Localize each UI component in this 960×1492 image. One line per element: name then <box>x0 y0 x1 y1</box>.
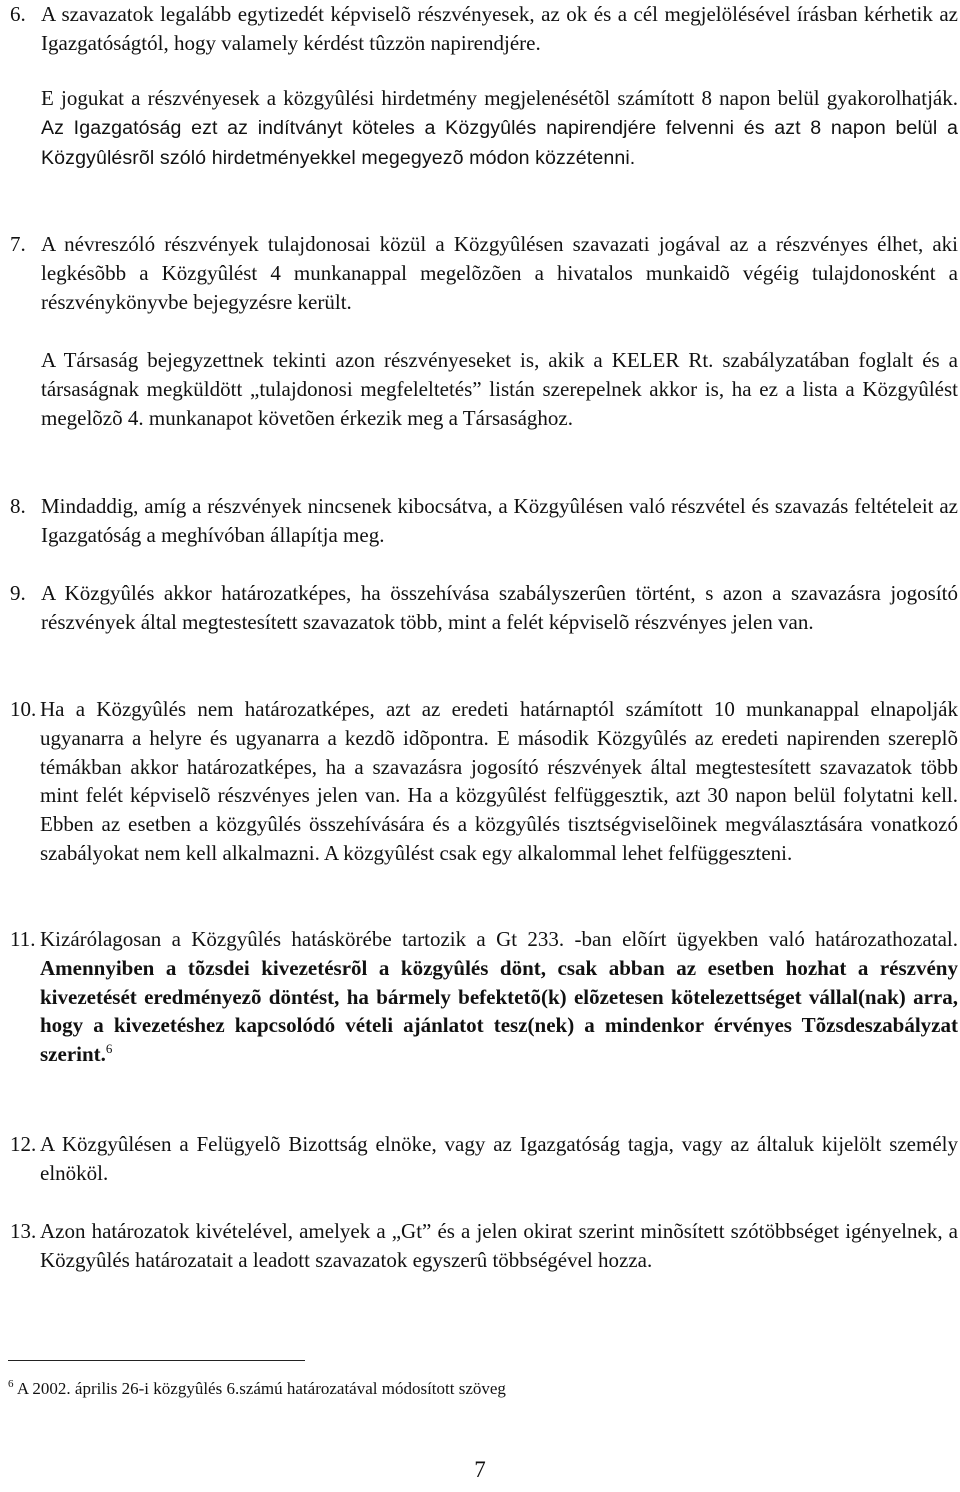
paragraph-text-block <box>40 925 958 1069</box>
paragraph-text: Ha a Közgyûlés nem határozatképes, azt az eredeti határnaptól számított 10 munkanappal elnapolják ugyanarra a helyre és ugyanarra a kezdõ idõpontra. E második Közgyûlés az eredeti napirenden szereplõ témákban akkor határozatképes, ha a szavazásra jogosító részvények által megtestesített szavazatok több mint felét képviselõ részvényes jelen van. Ha a közgyûlést felfüggesztik, azt 30 napon belül folytatni kell. Ebben az esetben a közgyûlés összehívására és a közgyûlés tisztségviselõinek megválasztására vonatkozó szabályokat nem kell alkalmazni. A közgyûlést csak egy alkalommal lehet felfüggeszteni. <box>40 697 958 865</box>
paragraph-10 <box>10 695 958 868</box>
paragraph-text: Mindaddig, amíg a részvények nincsenek kibocsátva, a Közgyûlésen való részvétel és szavazás feltételeit az Igazgatóság a meghívóban állapítja meg. <box>41 494 958 547</box>
paragraph-text: A szavazatok legalább egytizedét képviselõ részvényesek, az ok és a cél megjelölésével írásban kérhetik az Igazgatóságtól, hogy valamely kérdést tûzzön napirendjére. <box>41 2 958 55</box>
paragraph-11 <box>10 925 958 1069</box>
paragraph-7-continuation <box>41 346 958 432</box>
paragraph-12 <box>10 1130 958 1188</box>
paragraph-text: Kizárólagosan a Közgyûlés hatáskörébe tartozik a Gt 233. -ban elõírt ügyekben való határozathozatal. <box>40 927 958 951</box>
paragraph-6 <box>10 0 958 58</box>
footnote-divider <box>8 1360 305 1361</box>
paragraph-text: A Közgyûlés akkor határozatképes, ha összehívása szabályszerûen történt, s azon a szavazásra jogosító részvények által megtestesített szavazatok több, mint a felét képviselõ részvényes jelen van. <box>41 581 958 634</box>
footnote-marker: 6 <box>8 1378 14 1390</box>
paragraph-text: Azon határozatok kivételével, amelyek a „Gt” és a jelen okirat szerint minõsített szótöbbséget igényelnek, a Közgyûlés határozatait a leadott szavazatok egyszerû többségével hozza. <box>40 1219 958 1272</box>
paragraph-text-sans: Az Igazgatóság ezt az indítványt köteles a Közgyûlés napirendjére felvenni és azt 8 napon belül a Közgyûlésrõl szóló hirdetményekkel megegyezõ módon közzétenni. <box>41 116 958 169</box>
paragraph-number: 6. <box>10 2 26 26</box>
paragraph-text: A Társaság bejegyzettnek tekinti azon részvényeseket is, akik a KELER Rt. szabályzatában foglalt és a társaságnak megküldött „tulajdonosi megfeleltetés” listán szerepelnek akkor is, ha ez a lista a Közgyûlést megelõzõ 4. munkanapot követõen érkezik meg a Társasághoz. <box>41 348 958 430</box>
paragraph-9 <box>10 579 958 637</box>
paragraph-13 <box>10 1217 958 1275</box>
paragraph-text-serif: E jogukat a részvényesek a közgyûlési hirdetmény megjelenésétõl számított 8 napon belül gyakorolhatják. <box>41 86 958 110</box>
paragraph-8 <box>10 492 958 550</box>
paragraph-number: 8. <box>10 494 26 518</box>
paragraph-text-bold: Amennyiben a tõzsdei kivezetésrõl a közgyûlés dönt, csak abban az esetben hozhat a részvény kivezetését eredményezõ döntést, ha bármely befektetõ(k) elõzetesen kötelezettséget vállal(nak) arra, hogy a kivezetéshez kapcsolódó vételi ajánlatot tesz(nek) a mindenkor érvényes Tõzsdeszabályzat szerint. <box>40 955 958 1067</box>
footnote <box>8 1377 506 1401</box>
paragraph-number: 11. <box>10 927 36 951</box>
paragraph-number: 12. <box>10 1132 37 1156</box>
paragraph-7 <box>10 230 958 316</box>
paragraph-number: 10. <box>10 697 37 721</box>
footnote-text: A 2002. április 26-i közgyûlés 6.számú határozatával módosított szöveg <box>16 1379 506 1398</box>
paragraph-number: 9. <box>10 581 26 605</box>
paragraph-number: 7. <box>10 232 26 256</box>
page-number: 7 <box>474 1457 486 1482</box>
paragraph-number: 13. <box>10 1219 37 1243</box>
paragraph-text: A Közgyûlésen a Felügyelõ Bizottság elnöke, vagy az Igazgatóság tagja, vagy az általuk kijelölt személy elnököl. <box>40 1132 958 1185</box>
paragraph-6-continuation <box>41 84 958 172</box>
footnote-reference: 6 <box>105 1041 113 1057</box>
paragraph-text: A névreszóló részvények tulajdonosai közül a Közgyûlésen szavazati jogával az a részvényes élhet, aki legkésõbb a Közgyûlést 4 munkanappal megelõzõen a hivatalos munkaidõ végéig tulajdonosként a részvénykönyvbe bejegyzésre került. <box>41 232 958 314</box>
